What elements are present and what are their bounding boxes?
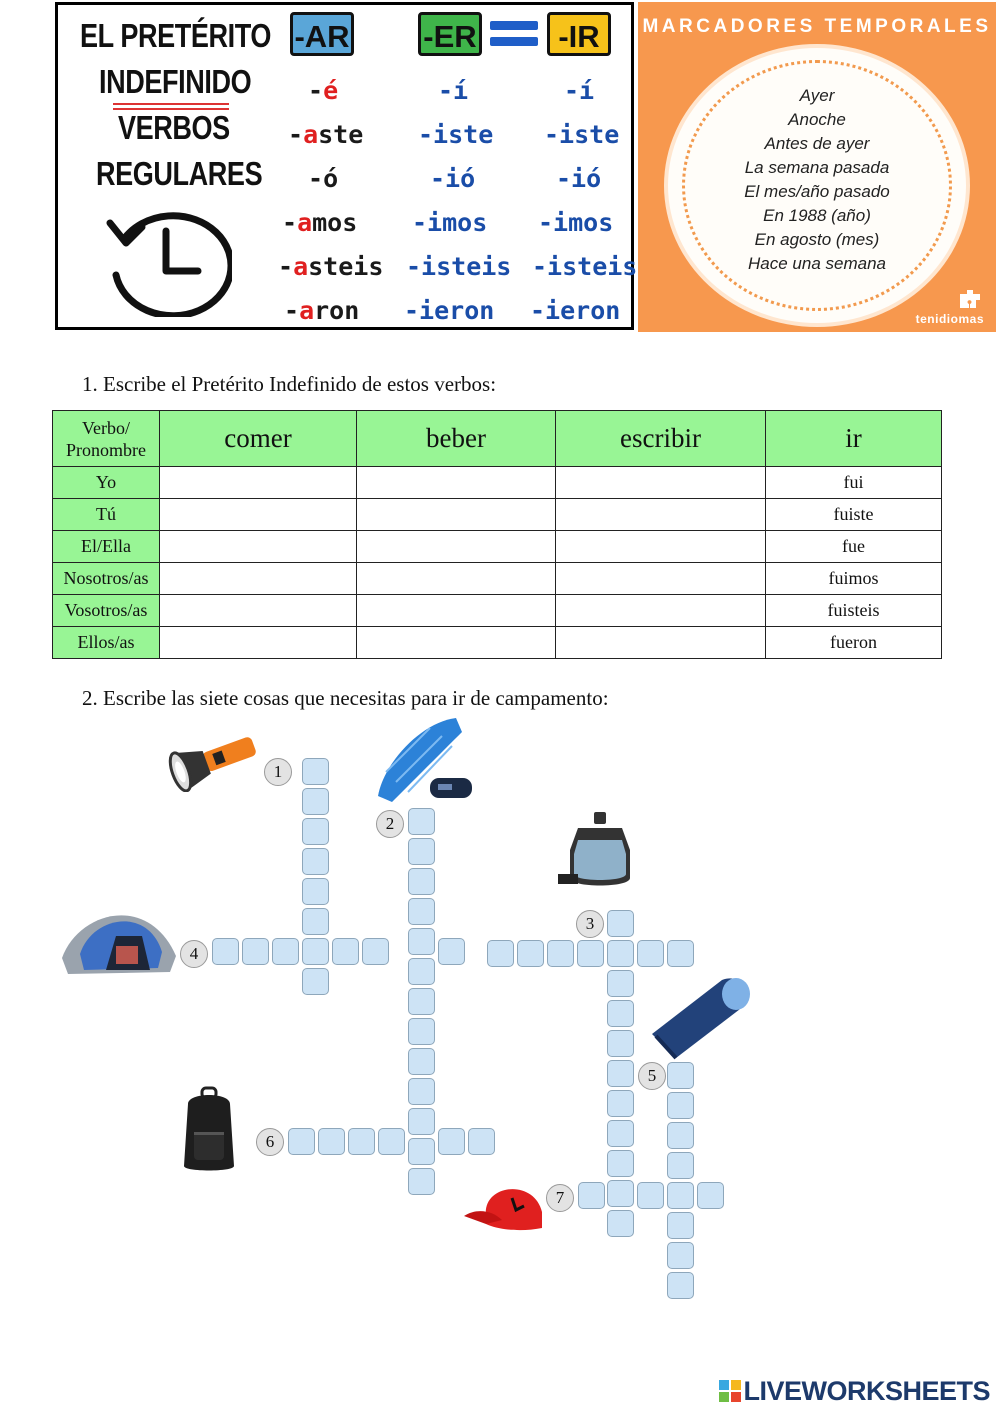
header-escribir: escribir — [556, 411, 766, 467]
crossword-cell[interactable] — [378, 1128, 405, 1155]
crossword-cell[interactable] — [667, 1212, 694, 1239]
pronoun-cell: Vosotros/as — [53, 595, 160, 627]
crossword-cell[interactable] — [547, 940, 574, 967]
ending-ar-yo: -é — [308, 76, 339, 105]
ending-ar-nosotros: -amos — [282, 208, 358, 237]
clue-number-4: 4 — [180, 940, 208, 968]
crossword-cell[interactable] — [362, 938, 389, 965]
crossword-cell[interactable] — [408, 868, 435, 895]
ir-cell: fueron — [766, 627, 942, 659]
crossword-cell[interactable] — [302, 968, 329, 995]
instruction-1: 1. Escribe el Pretérito Indefinido de estos verbos: — [82, 372, 497, 396]
crossword-cell[interactable] — [408, 988, 435, 1015]
ending-ir-vosotros: -isteis — [532, 252, 638, 281]
clue-number-6: 6 — [256, 1128, 284, 1156]
crossword-cell[interactable] — [302, 938, 329, 965]
crossword-cell[interactable] — [607, 1180, 634, 1207]
crossword-cell[interactable] — [408, 1078, 435, 1105]
clue-number-1: 1 — [264, 758, 292, 786]
crossword-cell[interactable] — [272, 938, 299, 965]
crossword-cell[interactable] — [302, 878, 329, 905]
crossword-cell[interactable] — [667, 940, 694, 967]
crossword-cell[interactable] — [667, 1062, 694, 1089]
header-ir: ir — [766, 411, 942, 467]
crossword-cell[interactable] — [667, 1092, 694, 1119]
clue-number-3: 3 — [576, 910, 604, 938]
crossword-cell[interactable] — [242, 938, 269, 965]
crossword-cell[interactable] — [332, 938, 359, 965]
canteen-icon — [558, 810, 640, 894]
ending-ir-ellos: -ieron — [530, 296, 621, 325]
crossword-cell[interactable] — [408, 1048, 435, 1075]
crossword-cell[interactable] — [607, 970, 634, 997]
marker-item: Ayer — [799, 86, 835, 105]
liveworksheets-logo-icon — [719, 1380, 741, 1402]
tent-icon — [58, 892, 180, 982]
crossword-cell[interactable] — [607, 1030, 634, 1057]
crossword-cell[interactable] — [667, 1152, 694, 1179]
ir-cell: fui — [766, 467, 942, 499]
crossword-cell[interactable] — [348, 1128, 375, 1155]
crossword-cell[interactable] — [408, 838, 435, 865]
crossword-cell[interactable] — [408, 928, 435, 955]
marker-item: En 1988 (año) — [763, 206, 871, 225]
brand-tenidiomas: tenidiomas — [915, 312, 984, 326]
backpack-icon — [180, 1086, 238, 1174]
marker-item: Hace una semana — [748, 254, 886, 273]
crossword-cell[interactable] — [607, 1060, 634, 1087]
crossword-cell[interactable] — [577, 940, 604, 967]
clue-number-5: 5 — [638, 1062, 666, 1090]
crossword-cell[interactable] — [607, 1090, 634, 1117]
ir-cell: fuiste — [766, 499, 942, 531]
crossword-cell[interactable] — [607, 1210, 634, 1237]
grammar-title-line-2: INDEFINIDO — [99, 63, 252, 100]
grammar-title-line-3: VERBOS — [118, 109, 230, 146]
crossword-cell[interactable] — [637, 1182, 664, 1209]
crossword-cell[interactable] — [607, 1000, 634, 1027]
crossword-cell[interactable] — [607, 940, 634, 967]
crossword-cell[interactable] — [438, 938, 465, 965]
crossword-cell[interactable] — [468, 1128, 495, 1155]
grammar-title-line-1: EL PRETÉRITO — [80, 17, 272, 54]
liveworksheets-logo-text: LIVEWORKSHEETS — [743, 1376, 990, 1406]
group-ar-badge: -AR — [290, 12, 354, 56]
ending-er-vosotros: -isteis — [406, 252, 512, 281]
crossword-cell[interactable] — [302, 818, 329, 845]
crossword-cell[interactable] — [667, 1242, 694, 1269]
crossword-cell[interactable] — [408, 958, 435, 985]
ending-ar-ellos: -aron — [284, 296, 360, 325]
ending-ar-tu: -aste — [288, 120, 364, 149]
crossword-cell[interactable] — [408, 1168, 435, 1195]
crossword-cell[interactable] — [408, 898, 435, 925]
crossword-cell[interactable] — [697, 1182, 724, 1209]
crossword-cell[interactable] — [302, 908, 329, 935]
grammar-title-line-4: REGULARES — [96, 155, 263, 192]
pronoun-cell: Nosotros/as — [53, 563, 160, 595]
marker-item: Antes de ayer — [764, 134, 870, 153]
ending-er-nosotros: -imos — [412, 208, 488, 237]
liveworksheets-logo — [719, 1376, 990, 1407]
ending-ir-el: -ió — [556, 164, 602, 193]
crossword-cell[interactable] — [318, 1128, 345, 1155]
flashlight-icon — [164, 726, 262, 792]
crossword-cell[interactable] — [302, 788, 329, 815]
ending-er-ellos: -ieron — [404, 296, 495, 325]
cap-icon — [462, 1176, 548, 1238]
crossword-cell[interactable] — [408, 808, 435, 835]
marker-item: El mes/año pasado — [744, 182, 890, 201]
crossword-cell[interactable] — [212, 938, 239, 965]
ir-cell: fue — [766, 531, 942, 563]
clue-number-2: 2 — [376, 810, 404, 838]
ending-er-el: -ió — [430, 164, 476, 193]
ending-er-yo: -í — [438, 76, 469, 105]
clue-number-7: 7 — [546, 1184, 574, 1212]
pronoun-cell: Tú — [53, 499, 160, 531]
crossword-cell[interactable] — [578, 1182, 605, 1209]
ending-er-tu: -iste — [418, 120, 494, 149]
crossword-cell[interactable] — [667, 1182, 694, 1209]
crossword-cell[interactable] — [607, 910, 634, 937]
marker-item: En agosto (mes) — [754, 230, 880, 249]
group-ir-badge: -IR — [547, 12, 611, 56]
ir-cell: fuisteis — [766, 595, 942, 627]
crossword-cell[interactable] — [667, 1272, 694, 1299]
ending-ir-nosotros: -imos — [538, 208, 614, 237]
crossword-cell[interactable] — [302, 848, 329, 875]
ir-cell: fuimos — [766, 563, 942, 595]
crossword-cell[interactable] — [607, 1120, 634, 1147]
pronoun-cell: El/Ella — [53, 531, 160, 563]
crossword-cell[interactable] — [487, 940, 514, 967]
pronoun-cell: Ellos/as — [53, 627, 160, 659]
ending-ar-el: -ó — [308, 164, 339, 193]
crossword-cell[interactable] — [408, 1138, 435, 1165]
crossword-cell[interactable] — [288, 1128, 315, 1155]
markers-title: MARCADORES TEMPORALES — [642, 16, 992, 37]
crossword-cell[interactable] — [302, 758, 329, 785]
instruction-2: 2. Escribe las siete cosas que necesitas para ir de campamento: — [82, 686, 609, 710]
header-beber: beber — [357, 411, 556, 467]
pronoun-cell: Yo — [53, 467, 160, 499]
sleeping-bag-icon — [372, 712, 476, 804]
crossword-cell[interactable] — [607, 1150, 634, 1177]
crossword-cell[interactable] — [408, 1018, 435, 1045]
ending-ar-vosotros: -asteis — [278, 252, 384, 281]
crossword-cell[interactable] — [438, 1128, 465, 1155]
ending-ir-tu: -iste — [544, 120, 620, 149]
crossword-cell[interactable] — [637, 940, 664, 967]
marker-item: La semana pasada — [744, 158, 890, 177]
crossword-cell[interactable] — [517, 940, 544, 967]
crossword-cell[interactable] — [667, 1122, 694, 1149]
marker-item: Anoche — [788, 110, 846, 129]
header-pronombre: Pronombre — [66, 439, 146, 460]
header-verbo: Verbo/ — [82, 417, 130, 438]
ending-ir-yo: -í — [564, 76, 595, 105]
header-comer: comer — [160, 411, 357, 467]
group-er-badge: -ER — [418, 12, 482, 56]
crossword-cell[interactable] — [408, 1108, 435, 1135]
yoga-mat-icon — [646, 974, 754, 1062]
